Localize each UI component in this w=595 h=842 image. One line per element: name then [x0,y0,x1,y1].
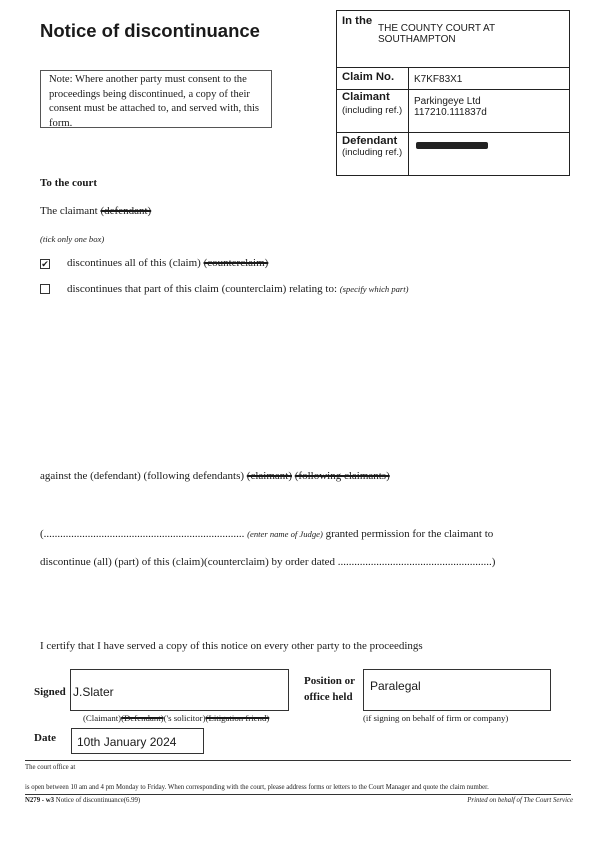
position-label-line1: Position or [304,675,356,687]
discontinue-part-checkbox[interactable] [40,284,50,294]
claimant-ref-sublabel: (including ref.) [342,105,403,116]
table-divider [337,132,569,133]
defendant-struck: (defendant) [100,205,152,217]
discontinue-all-checkbox[interactable]: ✔ [41,259,49,269]
claimant-value[interactable] [414,96,487,118]
form-code: N279 - w3 [25,797,55,804]
court-name-line1: THE COUNTY COURT AT [378,23,496,34]
certify-statement: I certify that I have served a copy of this notice on every other party to the proceedings [40,640,423,652]
table-divider [337,67,569,68]
tick-hint: (tick only one box) [40,234,105,244]
position-label-line2: office held [304,691,353,703]
to-the-court-heading: To the court [40,177,98,189]
caption-solicitor: ('s solicitor) [163,713,206,723]
following-claimants-struck: (following claimants) [294,470,390,482]
table-column-divider [408,67,409,175]
discontinue-order-line: discontinue (all) (part) of this (claim)(counterclaim) by order dated ........................................................) [40,556,496,568]
claimant-prefix: The claimant [40,205,98,217]
signature-value: J.Slater [73,685,114,699]
judge-permission-line [40,528,493,540]
claimant-struck: (claimant) [246,470,292,482]
court-office-label: The court office at [25,764,76,771]
caption-claimant: (Claimant) [83,713,122,723]
against-line [40,470,390,482]
claimant-ref: 117210.111837d [414,107,487,118]
counterclaim-struck: (counterclaim) [203,257,269,269]
judge-name-hint: (enter name of Judge) [247,529,323,539]
discontinue-all-text: discontinues all of this (claim) [67,257,201,269]
table-divider [337,89,569,90]
court-name [378,23,495,45]
signer-role-caption [83,713,269,723]
defendant-ref-sublabel: (including ref.) [342,147,403,158]
claim-no-value[interactable]: K7KF83X1 [414,74,463,85]
judge-name-dots: (......................................................................... [40,528,245,540]
date-label: Date [34,732,56,744]
claimant-name: Parkingeye Ltd [414,96,481,107]
consent-note [40,70,272,128]
court-details-table [336,10,570,176]
discontinue-part-text: discontinues that part of this claim (counterclaim) relating to: [67,283,338,295]
signed-label: Signed [34,686,66,698]
position-label [304,673,355,705]
caption-defendant-struck: (Defendant) [121,713,164,723]
position-caption: (if signing on behalf of firm or company) [363,713,509,723]
printed-by-note: Printed on behalf of The Court Service [467,797,573,804]
footer-divider [25,760,571,761]
form-name: Notice of discontinuance(6.99) [55,797,141,804]
claimant-label: Claimant [342,91,390,103]
claim-no-label: Claim No. [342,71,395,83]
form-reference [25,797,140,804]
court-name-line2: SOUTHAMPTON [378,34,456,45]
specify-part-hint: (specify which part) [339,284,409,294]
page-title: Notice of discontinuance [40,20,260,41]
office-hours-text: is open between 10 am and 4 pm Monday to Friday. When corresponding with the court, please address forms or letters to the Court Manager and quote the claim number. [25,784,489,791]
defendant-label: Defendant [342,135,398,147]
claimant-line [40,205,151,217]
signature-field[interactable] [70,669,289,711]
date-field[interactable] [71,728,204,754]
discontinue-all-option [67,257,268,269]
discontinue-part-option [67,283,409,295]
judge-permission-text: granted permission for the claimant to [325,528,494,540]
footer-divider [25,794,571,795]
consent-note-text: Note: Where another party must consent to the proceedings being discontinued, a copy of their consent must be attached to, and served with, this form. [49,74,260,129]
position-value: Paralegal [370,679,421,693]
caption-litigation-friend-struck: (Litigation friend) [205,713,270,723]
position-field[interactable] [363,669,551,711]
date-value: 10th January 2024 [77,735,177,749]
against-text: against the (defendant) (following defendants) [40,470,245,482]
redacted-defendant-name [416,142,488,149]
in-the-label: In the [342,15,373,27]
